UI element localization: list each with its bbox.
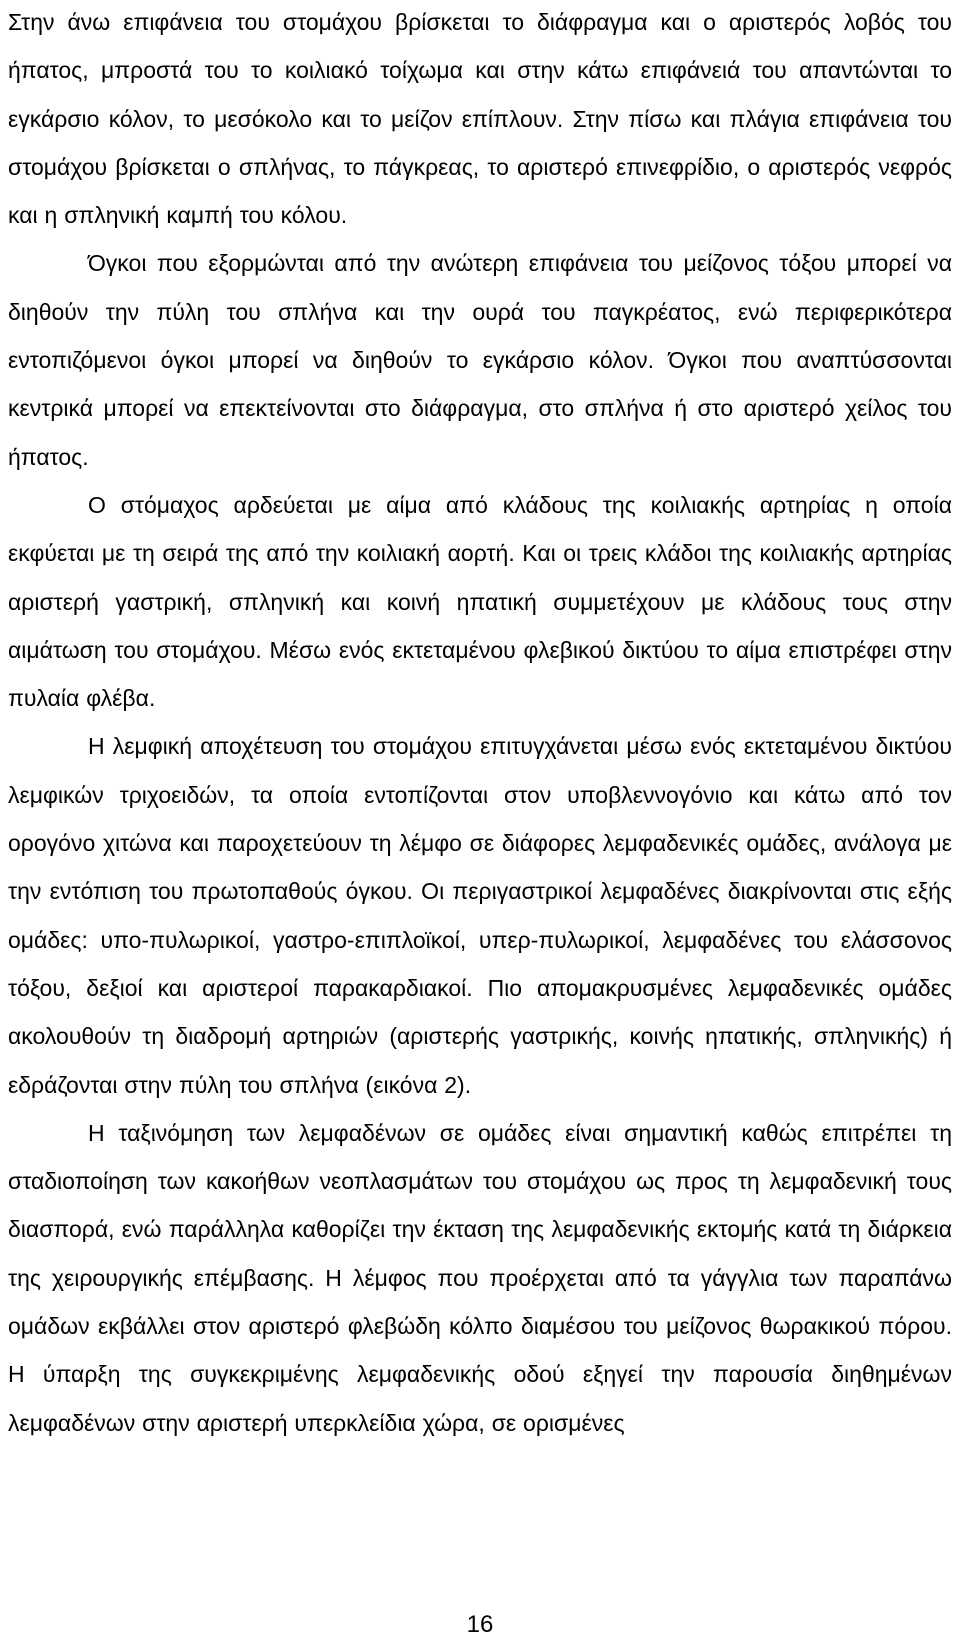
paragraph-tumor-infiltration: Όγκοι που εξορμώνται από την ανώτερη επιφάνεια του μείζονος τόξου μπορεί να διηθούν την πύλη του σπλήνα και την ουρά του παγκρέατος, ενώ περιφερικότερα εντοπιζόμενοι όγκοι μπορεί να διηθούν το εγκάρσιο κόλον. Όγκοι που αναπτύσσονται κεντρικά μπορεί να επεκτείνονται στο διάφραγμα, στο σπλήνα ή στο αριστερό χείλος του ήπατος. (8, 250, 952, 470)
paragraph-lymph-node-classification: Η ταξινόμηση των λεμφαδένων σε ομάδες είναι σημαντική καθώς επιτρέπει τη σταδιοποίηση των κακοήθων νεοπλασμάτων του στομάχου ως προς τη λεμφαδενική τους διασπορά, ενώ παράλληλα καθορίζει την έκταση της λεμφαδενικής εκτομής κατά τη διάρκεια της χειρουργικής επέμβασης. Η λέμφος που προέρχεται από τα γάγγλια των παραπάνω ομάδων εκβάλλει στον αριστερό φλεβώδη κόλπο διαμέσου του μείζονος θωρακικού πόρου. Η ύπαρξη της συγκεκριμένης λεμφαδενικής οδού εξηγεί την παρουσία διηθημένων λεμφαδένων στην αριστερή υπερκλείδια χώρα, σε ορισμένες (8, 1119, 952, 1436)
paragraph-blood-supply: Ο στόμαχος αρδεύεται με αίμα από κλάδους της κοιλιακής αρτηρίας η οποία εκφύεται με τη σειρά της από την κοιλιακή αορτή. Και οι τρεις κλάδοι της κοιλιακής αρτηρίας αριστερή γαστρική, σπληνική και κοινή ηπατική συμμετέχουν με κλάδους τους στην αιμάτωση του στομάχου. Μέσω ενός εκτεταμένου φλεβικού δικτύου το αίμα επιστρέφει στην πυλαία φλέβα. (8, 491, 952, 712)
document-body (8, 0, 952, 1447)
paragraph-stomach-surfaces: Στην άνω επιφάνεια του στομάχου βρίσκεται το διάφραγμα και ο αριστερός λοβός του ήπατος, μπροστά του το κοιλιακό τοίχωμα και στην κάτω επιφάνειά του απαντώνται το εγκάρσιο κόλον, το μεσόκολο και το μείζον επίπλουν. Στην πίσω και πλάγια επιφάνεια του στομάχου βρίσκεται ο σπλήνας, το πάγκρεας, το αριστερό επινεφρίδιο, ο αριστερός νεφρός και η σπληνική καμπή του κόλου. (8, 9, 952, 229)
page-number: 16 (466, 1611, 494, 1638)
paragraph-lymphatic-drainage: Η λεμφική αποχέτευση του στομάχου επιτυγχάνεται μέσω ενός εκτεταμένου δικτύου λεμφικών τριχοειδών, τα οποία εντοπίζονται στον υποβλεννογόνιο και κάτω από τον ορογόνο χιτώνα και παροχετεύουν τη λέμφο σε διάφορες λεμφαδενικές ομάδες, ανάλογα με την εντόπιση του πρωτοπαθούς όγκου. Οι περιγαστρικοί λεμφαδένες διακρίνονται στις εξής ομάδες: υπο-πυλωρικοί, γαστρο-επιπλοϊκοί, υπερ-πυλωρικοί, λεμφαδένες του ελάσσονος τόξου, δεξιοί και αριστεροί παρακαρδιακοί. Πιο απομακρυσμένες λεμφαδενικές ομάδες ακολουθούν τη διαδρομή αρτηριών (αριστερής γαστρικής, κοινής ηπατικής, σπληνικής) ή εδράζονται στην πύλη του σπλήνα (εικόνα 2). (8, 733, 952, 1098)
